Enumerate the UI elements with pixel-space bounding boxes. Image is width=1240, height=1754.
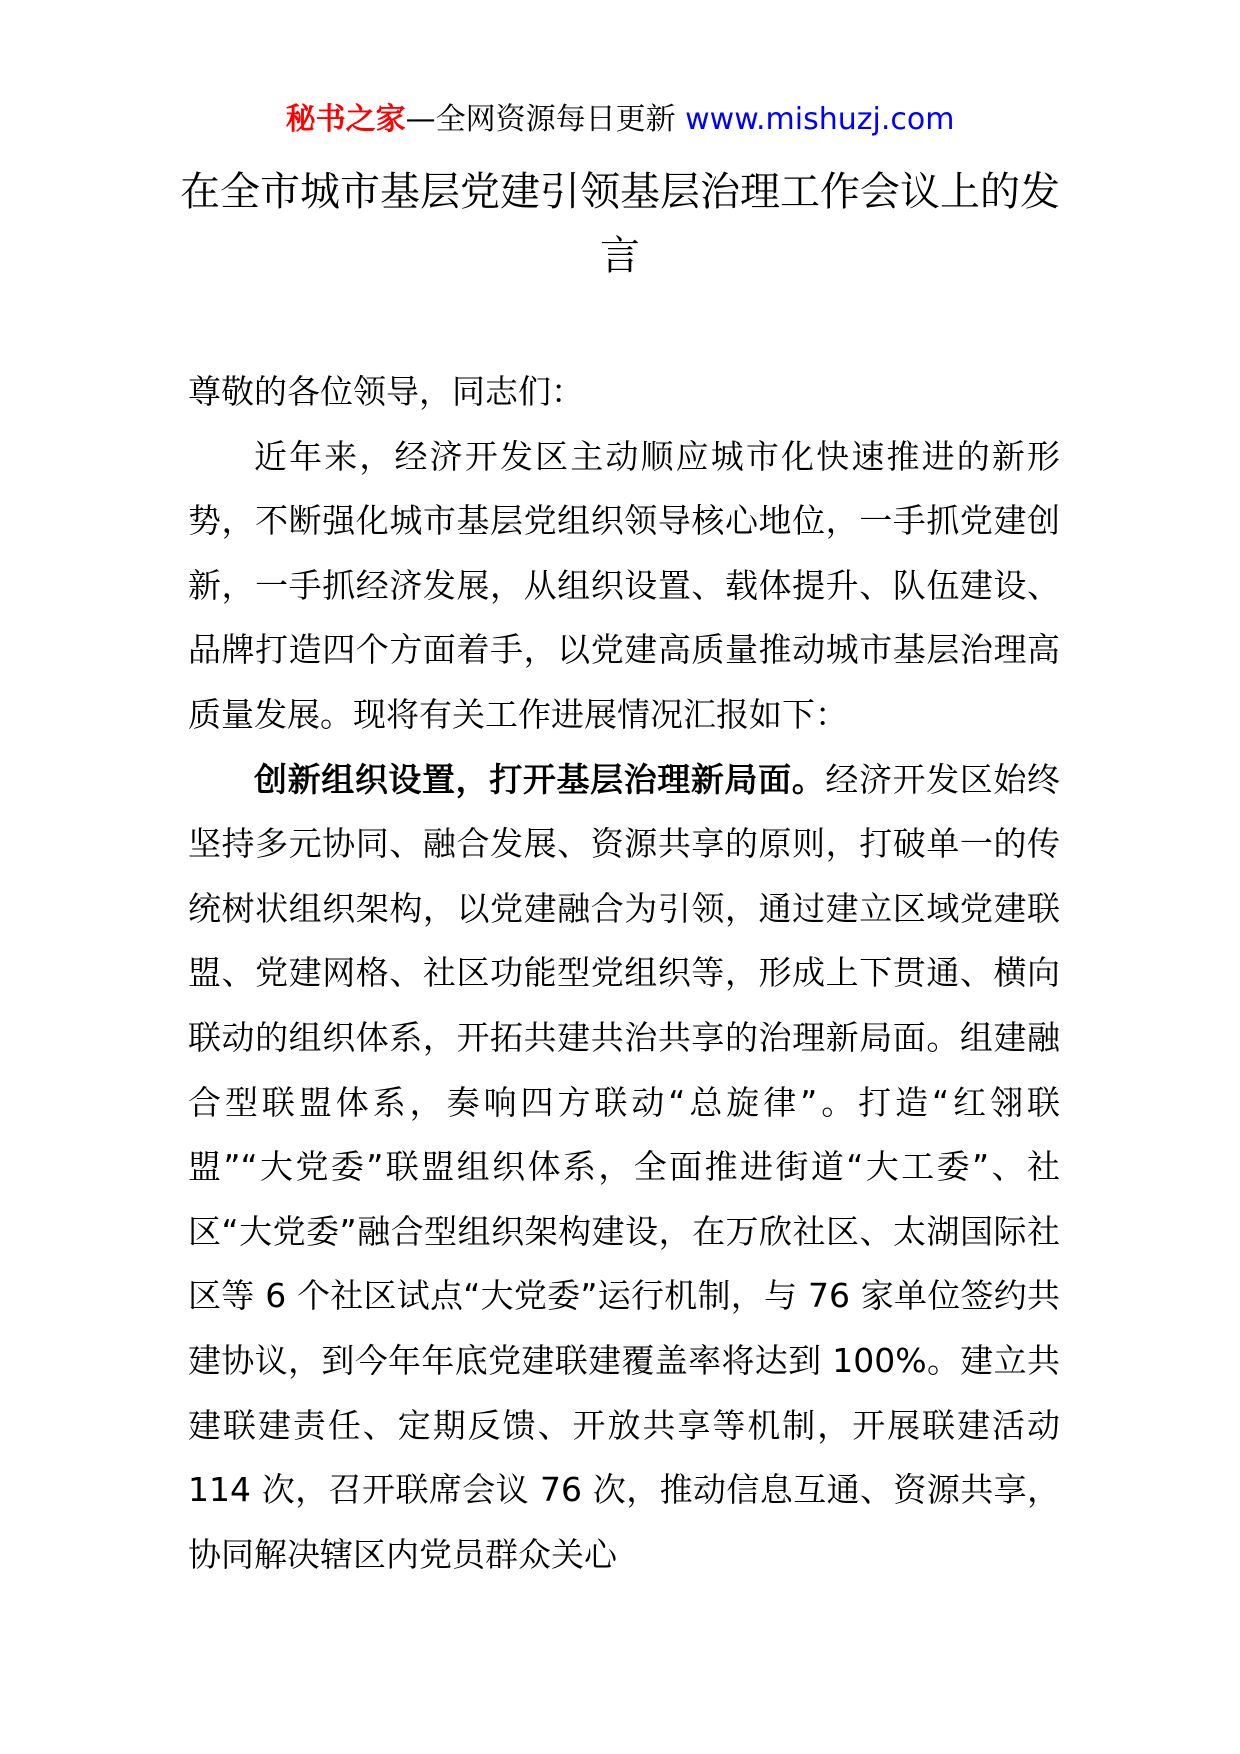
section-1-heading: 创新组织设置，打开基层治理新局面。 [254,759,826,799]
site-brand-name: 秘书之家 [285,102,406,137]
section-1-paragraph [188,748,1060,1588]
document-body [188,360,1060,1587]
intro-paragraph: 近年来，经济开发区主动顺应城市化快速推进的新形势，不断强化城市基层党组织领导核心地位，一手抓党建创新，一手抓经济发展，从组织设置、载体提升、队伍建设、品牌打造四个方面着手，以党建高质量推动城市基层治理高质量发展。现将有关工作进展情况汇报如下： [188,436,1060,734]
site-header-banner [0,98,1240,142]
site-url-link[interactable]: www.mishuzj.com [685,102,955,137]
site-tagline: —全网资源每日更新 [405,102,676,137]
document-title: 在全市城市基层党建引领基层治理工作会议上的发言 [180,169,1060,279]
salutation: 尊敬的各位领导，同志们： [188,372,584,411]
section-1-body: 经济开发区始终坚持多元协同、融合发展、资源共享的原则，打破单一的传统树状组织架构，以党建融合为引领，通过建立区域党建联盟、党建网格、社区功能型党组织等，形成上下贯通、横向联动的组织体系，开拓共建共治共享的治理新局面。组建融合型联盟体系，奏响四方联动“总旋律”。打造“红翎联盟”“大党委”联盟组织体系，全面推进街道“大工委”、社区“大党委”融合型组织架构建设，在万欣社区、太湖国际社区等 6 个社区试点“大党委”运行机制，与 76 家单位签约共建协议，到今年年底党建联建覆盖率将达到 100%。建立共建联建责任、定期反馈、开放共享等机制，开展联建活动 114 次，召开联席会议 76 次，推动信息互通、资源共享，协同解决辖区内党员群众关心 [188,759,1061,1574]
